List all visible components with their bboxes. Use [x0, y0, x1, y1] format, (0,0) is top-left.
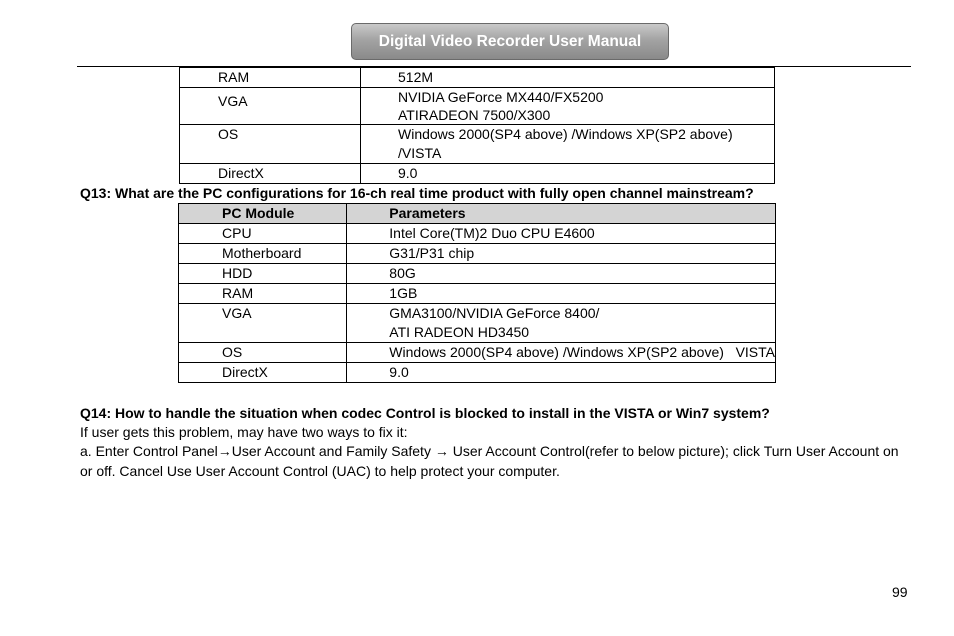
param-cell: Windows 2000(SP4 above) /Windows XP(SP2 above) VISTA — [347, 343, 776, 363]
module-cell: CPU — [179, 224, 347, 244]
module-cell: RAM — [180, 68, 361, 88]
q14-question: Q14: How to handle the situation when codec Control is blocked to install in the VISTA or Win7 system? — [80, 405, 770, 421]
previous-config-table — [179, 67, 775, 184]
param-cell: Intel Core(TM)2 Duo CPU E4600 — [347, 224, 776, 244]
table-row — [179, 363, 776, 383]
table-row — [179, 284, 776, 304]
module-cell: OS — [179, 343, 347, 363]
table-row — [180, 164, 775, 184]
table-row — [179, 244, 776, 264]
module-cell: DirectX — [180, 164, 361, 184]
table-row — [179, 224, 776, 244]
param-cell: G31/P31 chip — [347, 244, 776, 264]
param-cell: 80G — [347, 264, 776, 284]
module-cell: OS — [180, 125, 361, 164]
param-cell — [347, 304, 776, 343]
param-line: ATI RADEON HD3450 — [389, 324, 530, 340]
manual-title-badge — [351, 23, 669, 60]
module-cell: VGA — [180, 88, 361, 125]
q13-question: Q13: What are the PC configurations for 16-ch real time product with fully open channel mainstream? — [80, 185, 754, 201]
q14-intro: If user gets this problem, may have two ways to fix it: — [80, 424, 408, 440]
param-cell: 9.0 — [361, 164, 775, 184]
table-row — [180, 88, 775, 125]
column-header-module: PC Module — [179, 204, 347, 224]
module-cell: VGA — [179, 304, 347, 343]
table-row — [179, 304, 776, 343]
page-number: 99 — [892, 584, 908, 600]
column-header-params: Parameters — [347, 204, 776, 224]
module-cell: Motherboard — [179, 244, 347, 264]
q13-config-table — [178, 203, 776, 383]
param-line: GMA3100/NVIDIA GeForce 8400/ — [389, 305, 600, 321]
table-header-row — [179, 204, 776, 224]
manual-title: Digital Video Recorder User Manual — [378, 32, 642, 50]
param-cell: 1GB — [347, 284, 776, 304]
table-row — [180, 125, 775, 164]
module-cell: RAM — [179, 284, 347, 304]
table-row — [180, 68, 775, 88]
table-row — [179, 343, 776, 363]
module-cell: HDD — [179, 264, 347, 284]
param-cell: 512M — [361, 68, 775, 88]
param-cell: 9.0 — [347, 363, 776, 383]
param-cell: Windows 2000(SP4 above) /Windows XP(SP2 above) /VISTA — [361, 125, 775, 164]
param-line: NVIDIA GeForce MX440/FX5200 — [398, 89, 604, 105]
q14-step-a: a. Enter Control Panel→User Account and Family Safety → User Account Control(refer to below picture); click Turn User Account on or off. Cancel Use User Account Control (UAC) to help protect your computer. — [80, 443, 899, 479]
table-row — [179, 264, 776, 284]
param-cell — [361, 88, 775, 125]
module-cell: DirectX — [179, 363, 347, 383]
param-line: ATIRADEON 7500/X300 — [398, 107, 551, 123]
